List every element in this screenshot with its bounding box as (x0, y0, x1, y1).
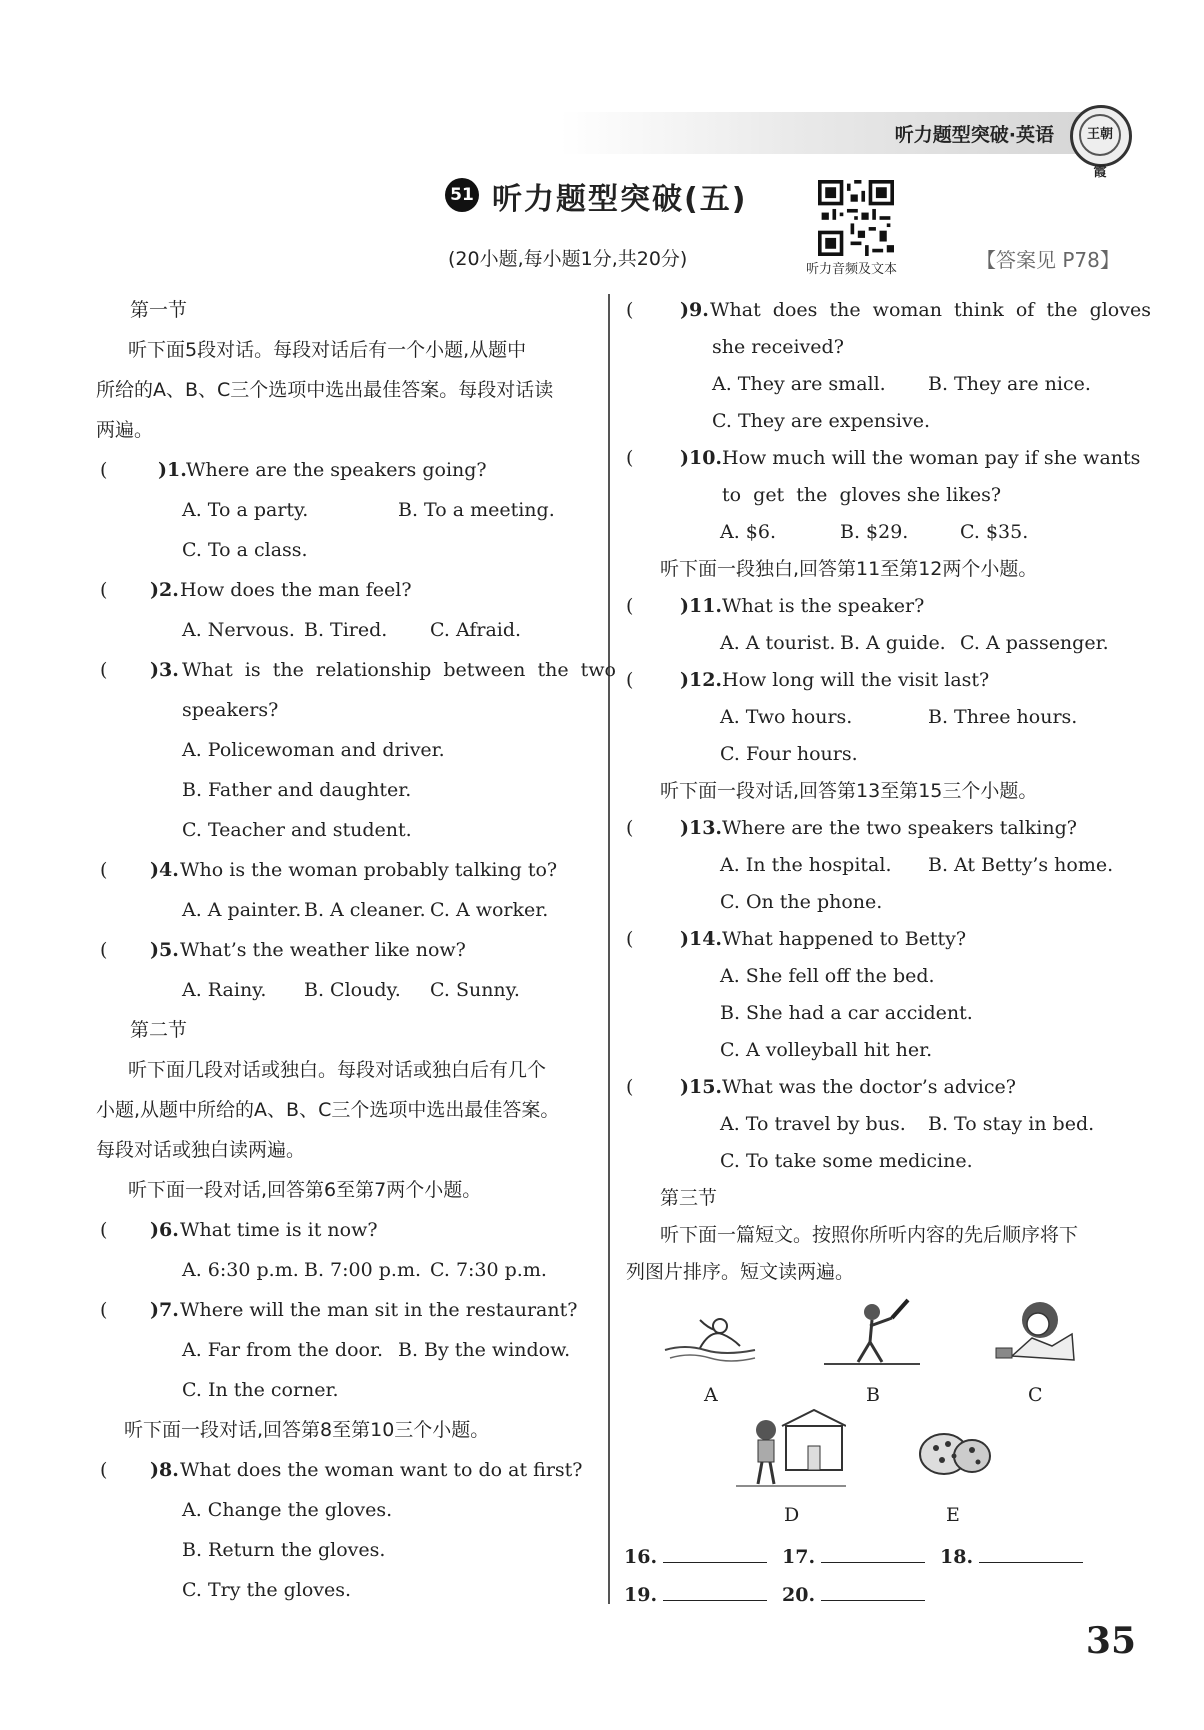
q11-text: What is the speaker? (722, 595, 925, 617)
q6-paren[interactable]: ( (100, 1219, 108, 1241)
q15-option-a: A. To travel by bus. (720, 1113, 906, 1135)
q11-option-c: C. A passenger. (960, 632, 1109, 654)
q1-number: )1. (158, 459, 187, 481)
section3-intro-line1: 听下面一篇短文。按照你所听内容的先后顺序将下 (660, 1224, 1079, 1246)
q10-option-a: A. $6. (720, 521, 777, 543)
girl-with-phone-picture-icon (982, 1296, 1082, 1372)
q5-paren[interactable]: ( (100, 939, 108, 961)
q7-option-a: A. Far from the door. (182, 1339, 383, 1361)
q14-number: )14. (680, 928, 723, 950)
instruction-q8-10: 听下面一段对话,回答第8至第10三个小题。 (124, 1419, 490, 1441)
q12-text: How long will the visit last? (722, 669, 990, 691)
q3-text: What is the relationship between the two (182, 659, 616, 681)
picture-label-b: B (866, 1384, 880, 1406)
q9-text-line2: she received? (712, 336, 844, 358)
answer-16-blank[interactable] (663, 1542, 767, 1563)
q4-paren[interactable]: ( (100, 859, 108, 881)
q9-number: )9. (680, 299, 709, 321)
section1-intro-line2: 所给的A、B、C三个选项中选出最佳答案。每段对话读 (96, 379, 554, 401)
q6-text: What time is it now? (180, 1219, 378, 1241)
q13-paren[interactable]: ( (626, 817, 634, 839)
page-number: 35 (1085, 1620, 1136, 1662)
q13-option-c: C. On the phone. (720, 891, 883, 913)
q1-option-a: A. To a party. (182, 499, 309, 521)
q9-option-b: B. They are nice. (928, 373, 1091, 395)
answer-19[interactable] (624, 1580, 767, 1609)
lesson-number-badge: 51 (445, 178, 479, 212)
column-divider (608, 294, 610, 1604)
q3-text-line2: speakers? (182, 699, 279, 721)
q6-option-a: A. 6:30 p.m. (182, 1259, 299, 1281)
q3-number: )3. (150, 659, 179, 681)
q14-option-a: A. She fell off the bed. (720, 965, 935, 987)
instruction-q11-12: 听下面一段独白,回答第11至第12两个小题。 (660, 558, 1038, 580)
q12-paren[interactable]: ( (626, 669, 634, 691)
q4-option-b: B. A cleaner. (304, 899, 426, 921)
q8-number: )8. (150, 1459, 179, 1481)
q5-option-c: C. Sunny. (430, 979, 520, 1001)
q10-number: )10. (680, 447, 723, 469)
q15-text: What was the doctor’s advice? (722, 1076, 1016, 1098)
q10-text: How much will the woman pay if she wants (722, 447, 1141, 469)
swimming-picture-icon (660, 1300, 760, 1370)
answer-17-number: 17. (782, 1546, 816, 1568)
q9-option-a: A. They are small. (712, 373, 886, 395)
answer-reference: 【答案见 P78】 (976, 248, 1120, 272)
section3-intro-line2: 列图片排序。短文读两遍。 (626, 1261, 855, 1283)
answer-19-blank[interactable] (663, 1580, 767, 1601)
answer-20[interactable] (782, 1580, 925, 1609)
seal-text: 王朝霞 (1079, 114, 1121, 156)
q13-option-b: B. At Betty’s home. (928, 854, 1114, 876)
q15-paren[interactable]: ( (626, 1076, 634, 1098)
q8-option-a: A. Change the gloves. (182, 1499, 393, 1521)
section1-intro-line1: 听下面5段对话。每段对话后有一个小题,从题中 (128, 339, 527, 361)
section2-intro-line1: 听下面几段对话或独白。每段对话或独白后有几个 (128, 1059, 547, 1081)
q3-option-c: C. Teacher and student. (182, 819, 412, 841)
q11-paren[interactable]: ( (626, 595, 634, 617)
q7-option-b: B. By the window. (398, 1339, 571, 1361)
q10-option-b: B. $29. (840, 521, 909, 543)
q12-option-c: C. Four hours. (720, 743, 858, 765)
q3-option-b: B. Father and daughter. (182, 779, 412, 801)
answer-20-blank[interactable] (821, 1580, 925, 1601)
q4-option-c: C. A worker. (430, 899, 549, 921)
q7-paren[interactable]: ( (100, 1299, 108, 1321)
answer-19-number: 19. (624, 1584, 658, 1606)
q11-option-a: A. A tourist. (720, 632, 836, 654)
q5-option-a: A. Rainy. (182, 979, 267, 1001)
q1-paren[interactable]: ( (100, 459, 108, 481)
q7-number: )7. (150, 1299, 179, 1321)
instruction-q6-7: 听下面一段对话,回答第6至第7两个小题。 (128, 1179, 482, 1201)
answer-16-number: 16. (624, 1546, 658, 1568)
q14-option-c: C. A volleyball hit her. (720, 1039, 933, 1061)
q15-option-c: C. To take some medicine. (720, 1150, 973, 1172)
q9-text: What does the woman think of the gloves (710, 299, 1151, 321)
q3-paren[interactable]: ( (100, 659, 108, 681)
page-title: 听力题型突破(五) (492, 182, 748, 217)
q14-paren[interactable]: ( (626, 928, 634, 950)
q2-paren[interactable]: ( (100, 579, 108, 601)
q2-option-c: C. Afraid. (430, 619, 522, 641)
boy-at-school-picture-icon (736, 1406, 846, 1490)
cookies-picture-icon (914, 1428, 994, 1478)
q11-option-b: B. A guide. (840, 632, 946, 654)
q1-option-c: C. To a class. (182, 539, 308, 561)
q8-text: What does the woman want to do at first? (180, 1459, 583, 1481)
q2-number: )2. (150, 579, 179, 601)
q3-option-a: A. Policewoman and driver. (182, 739, 445, 761)
baseball-picture-icon (822, 1296, 922, 1372)
answer-18[interactable] (940, 1542, 1083, 1571)
answer-16[interactable] (624, 1542, 767, 1571)
section3-title: 第三节 (660, 1187, 718, 1209)
q8-option-b: B. Return the gloves. (182, 1539, 386, 1561)
header-title: 听力题型突破·英语 (894, 124, 1054, 146)
q5-text: What’s the weather like now? (180, 939, 466, 961)
section2-intro-line2: 小题,从题中所给的A、B、C三个选项中选出最佳答案。 (96, 1099, 560, 1121)
q12-option-b: B. Three hours. (928, 706, 1078, 728)
q10-paren[interactable]: ( (626, 447, 634, 469)
q6-option-b: B. 7:00 p.m. (304, 1259, 422, 1281)
q10-text-line2: to get the gloves she likes? (722, 484, 1002, 506)
section2-intro-line3: 每段对话或独白读两遍。 (96, 1139, 306, 1161)
answer-20-number: 20. (782, 1584, 816, 1606)
q4-option-a: A. A painter. (182, 899, 302, 921)
publisher-seal-icon (1070, 105, 1132, 180)
q11-number: )11. (680, 595, 723, 617)
q6-number: )6. (150, 1219, 179, 1241)
q8-option-c: C. Try the gloves. (182, 1579, 352, 1601)
q15-number: )15. (680, 1076, 723, 1098)
section2-title: 第二节 (130, 1019, 188, 1041)
answer-18-blank[interactable] (979, 1542, 1083, 1563)
q8-paren[interactable]: ( (100, 1459, 108, 1481)
q6-option-c: C. 7:30 p.m. (430, 1259, 547, 1281)
section1-title: 第一节 (130, 299, 188, 321)
instruction-q13-15: 听下面一段对话,回答第13至第15三个小题。 (660, 780, 1038, 802)
q2-option-b: B. Tired. (304, 619, 388, 641)
page-subtitle: (20小题,每小题1分,共20分) (448, 248, 688, 270)
picture-label-c: C (1028, 1384, 1043, 1406)
qr-code-icon[interactable] (818, 180, 894, 256)
q14-text: What happened to Betty? (722, 928, 967, 950)
q15-option-b: B. To stay in bed. (928, 1113, 1095, 1135)
q13-number: )13. (680, 817, 723, 839)
q1-text: Where are the speakers going? (186, 459, 487, 481)
q13-option-a: A. In the hospital. (720, 854, 892, 876)
q1-option-b: B. To a meeting. (398, 499, 555, 521)
answer-17[interactable] (782, 1542, 925, 1571)
section1-intro-line3: 两遍。 (96, 419, 154, 441)
q14-option-b: B. She had a car accident. (720, 1002, 973, 1024)
picture-label-d: D (784, 1504, 800, 1526)
picture-label-a: A (704, 1384, 718, 1406)
q5-number: )5. (150, 939, 179, 961)
q13-text: Where are the two speakers talking? (722, 817, 1077, 839)
answer-18-number: 18. (940, 1546, 974, 1568)
picture-label-e: E (946, 1504, 960, 1526)
q4-text: Who is the woman probably talking to? (180, 859, 558, 881)
q4-number: )4. (150, 859, 179, 881)
q9-option-c: C. They are expensive. (712, 410, 931, 432)
q12-option-a: A. Two hours. (720, 706, 853, 728)
qr-caption: 听力音频及文本 (806, 262, 898, 277)
q2-option-a: A. Nervous. (182, 619, 295, 641)
q7-text: Where will the man sit in the restaurant? (180, 1299, 578, 1321)
q2-text: How does the man feel? (180, 579, 412, 601)
q7-option-c: C. In the corner. (182, 1379, 339, 1401)
q12-number: )12. (680, 669, 723, 691)
q9-paren[interactable]: ( (626, 299, 634, 321)
answer-17-blank[interactable] (821, 1542, 925, 1563)
q5-option-b: B. Cloudy. (304, 979, 401, 1001)
q10-option-c: C. $35. (960, 521, 1029, 543)
